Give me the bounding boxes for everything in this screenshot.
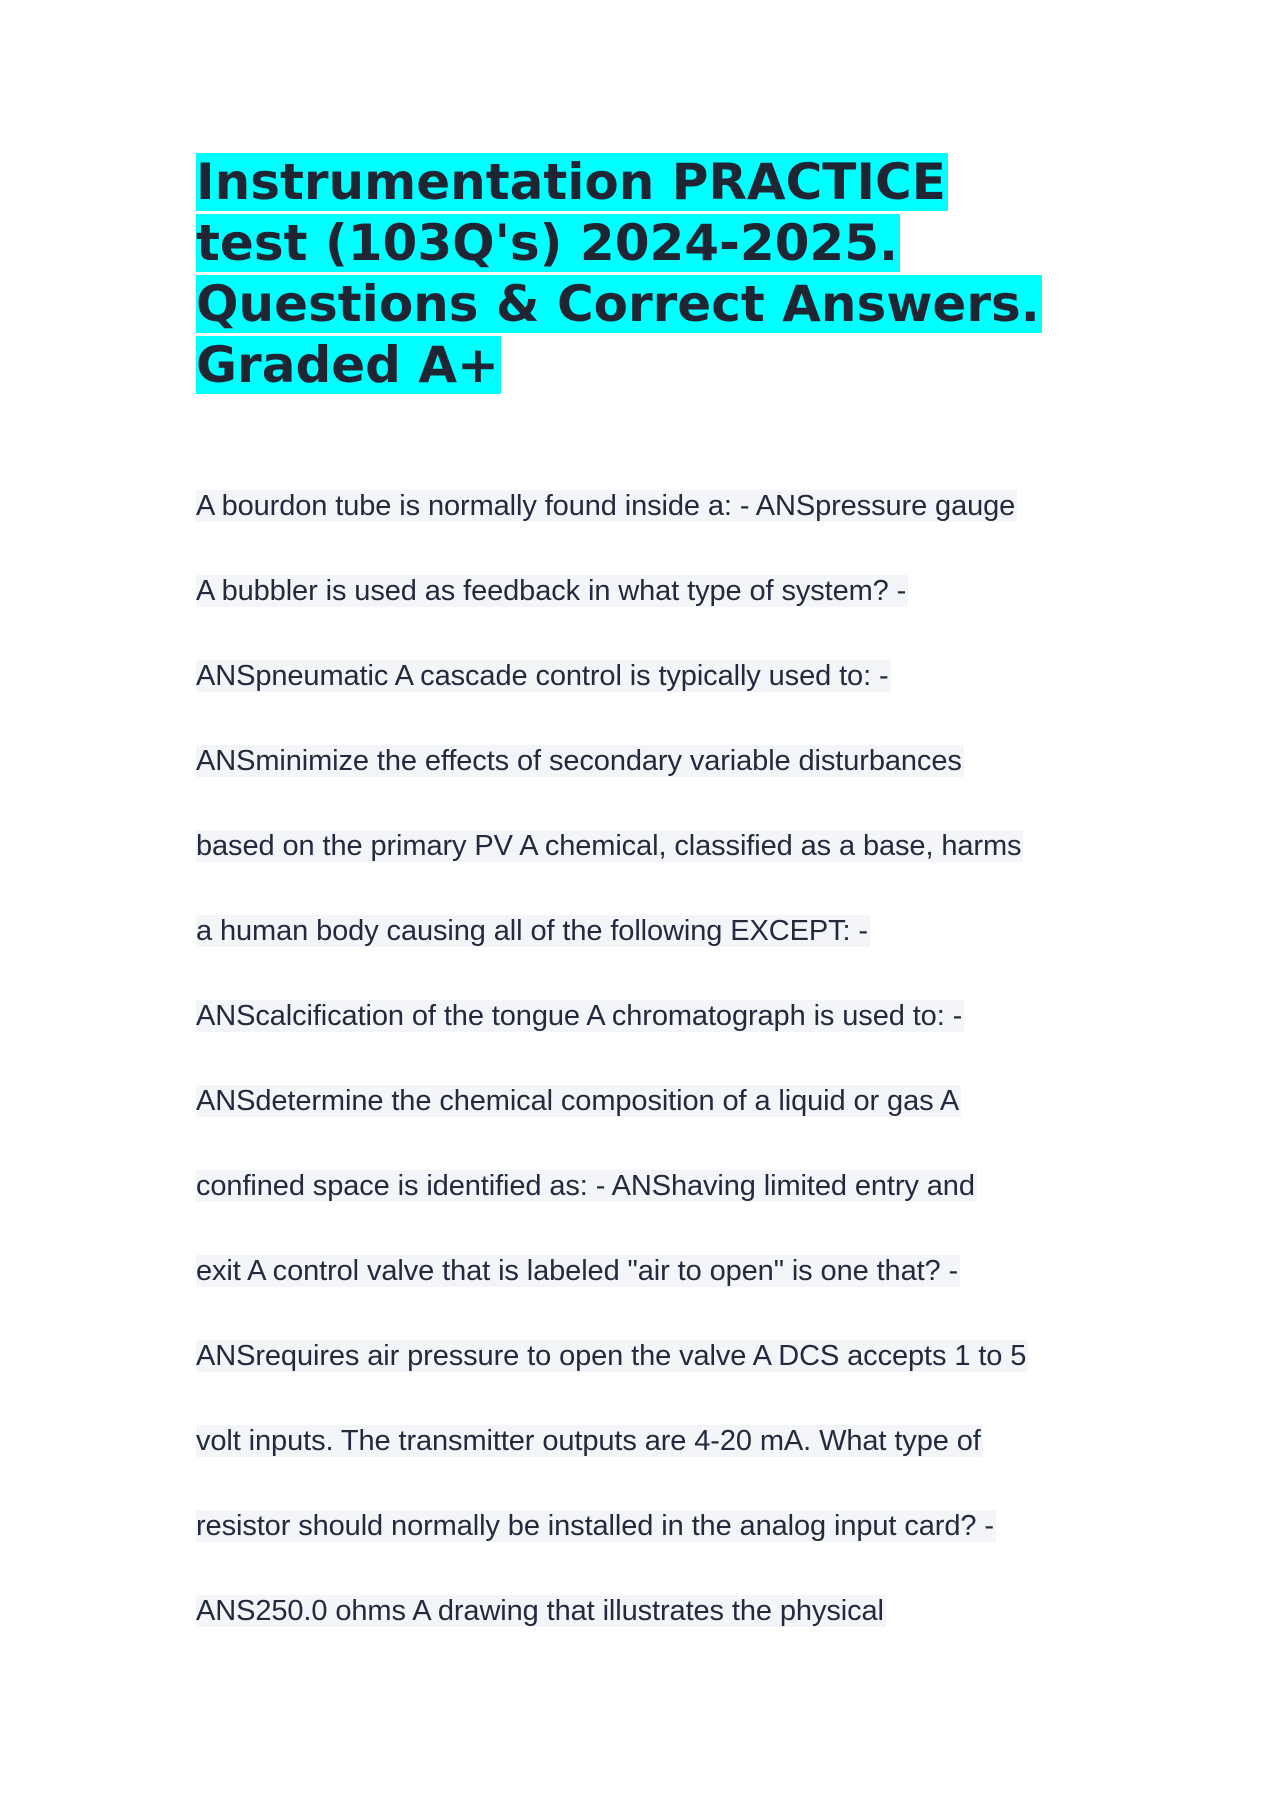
text-line: volt inputs. The transmitter outputs are 4-20 mA. What type of: [196, 1425, 981, 1457]
title-line: Questions & Correct Answers.: [196, 275, 1040, 333]
text-line: A bourdon tube is normally found inside a: - ANSpressure gauge: [196, 490, 1016, 522]
text-line: a human body causing all of the following EXCEPT: -: [196, 915, 868, 947]
title-line: Graded A+: [196, 336, 499, 394]
text-line: confined space is identified as: - ANShaving limited entry and: [196, 1170, 975, 1202]
title-line: Instrumentation PRACTICE: [196, 153, 946, 211]
title-line: test (103Q's) 2024-2025.: [196, 214, 899, 272]
text-line: ANSminimize the effects of secondary variable disturbances: [196, 745, 962, 777]
text-line: ANSpneumatic A cascade control is typically used to: -: [196, 660, 889, 692]
text-line: A bubbler is used as feedback in what type of system? -: [196, 575, 907, 607]
text-line: ANScalcification of the tongue A chromatograph is used to: -: [196, 1000, 963, 1032]
text-line: exit A control valve that is labeled "air to open" is one that? -: [196, 1255, 959, 1287]
text-line: based on the primary PV A chemical, classified as a base, harms: [196, 830, 1022, 862]
document-title: [196, 152, 1196, 396]
text-line: resistor should normally be installed in the analog input card? -: [196, 1510, 994, 1542]
text-line: ANS250.0 ohms A drawing that illustrates the physical: [196, 1595, 884, 1627]
text-line: ANSdetermine the chemical composition of a liquid or gas A: [196, 1085, 960, 1117]
text-line: ANSrequires air pressure to open the valve A DCS accepts 1 to 5: [196, 1340, 1027, 1372]
